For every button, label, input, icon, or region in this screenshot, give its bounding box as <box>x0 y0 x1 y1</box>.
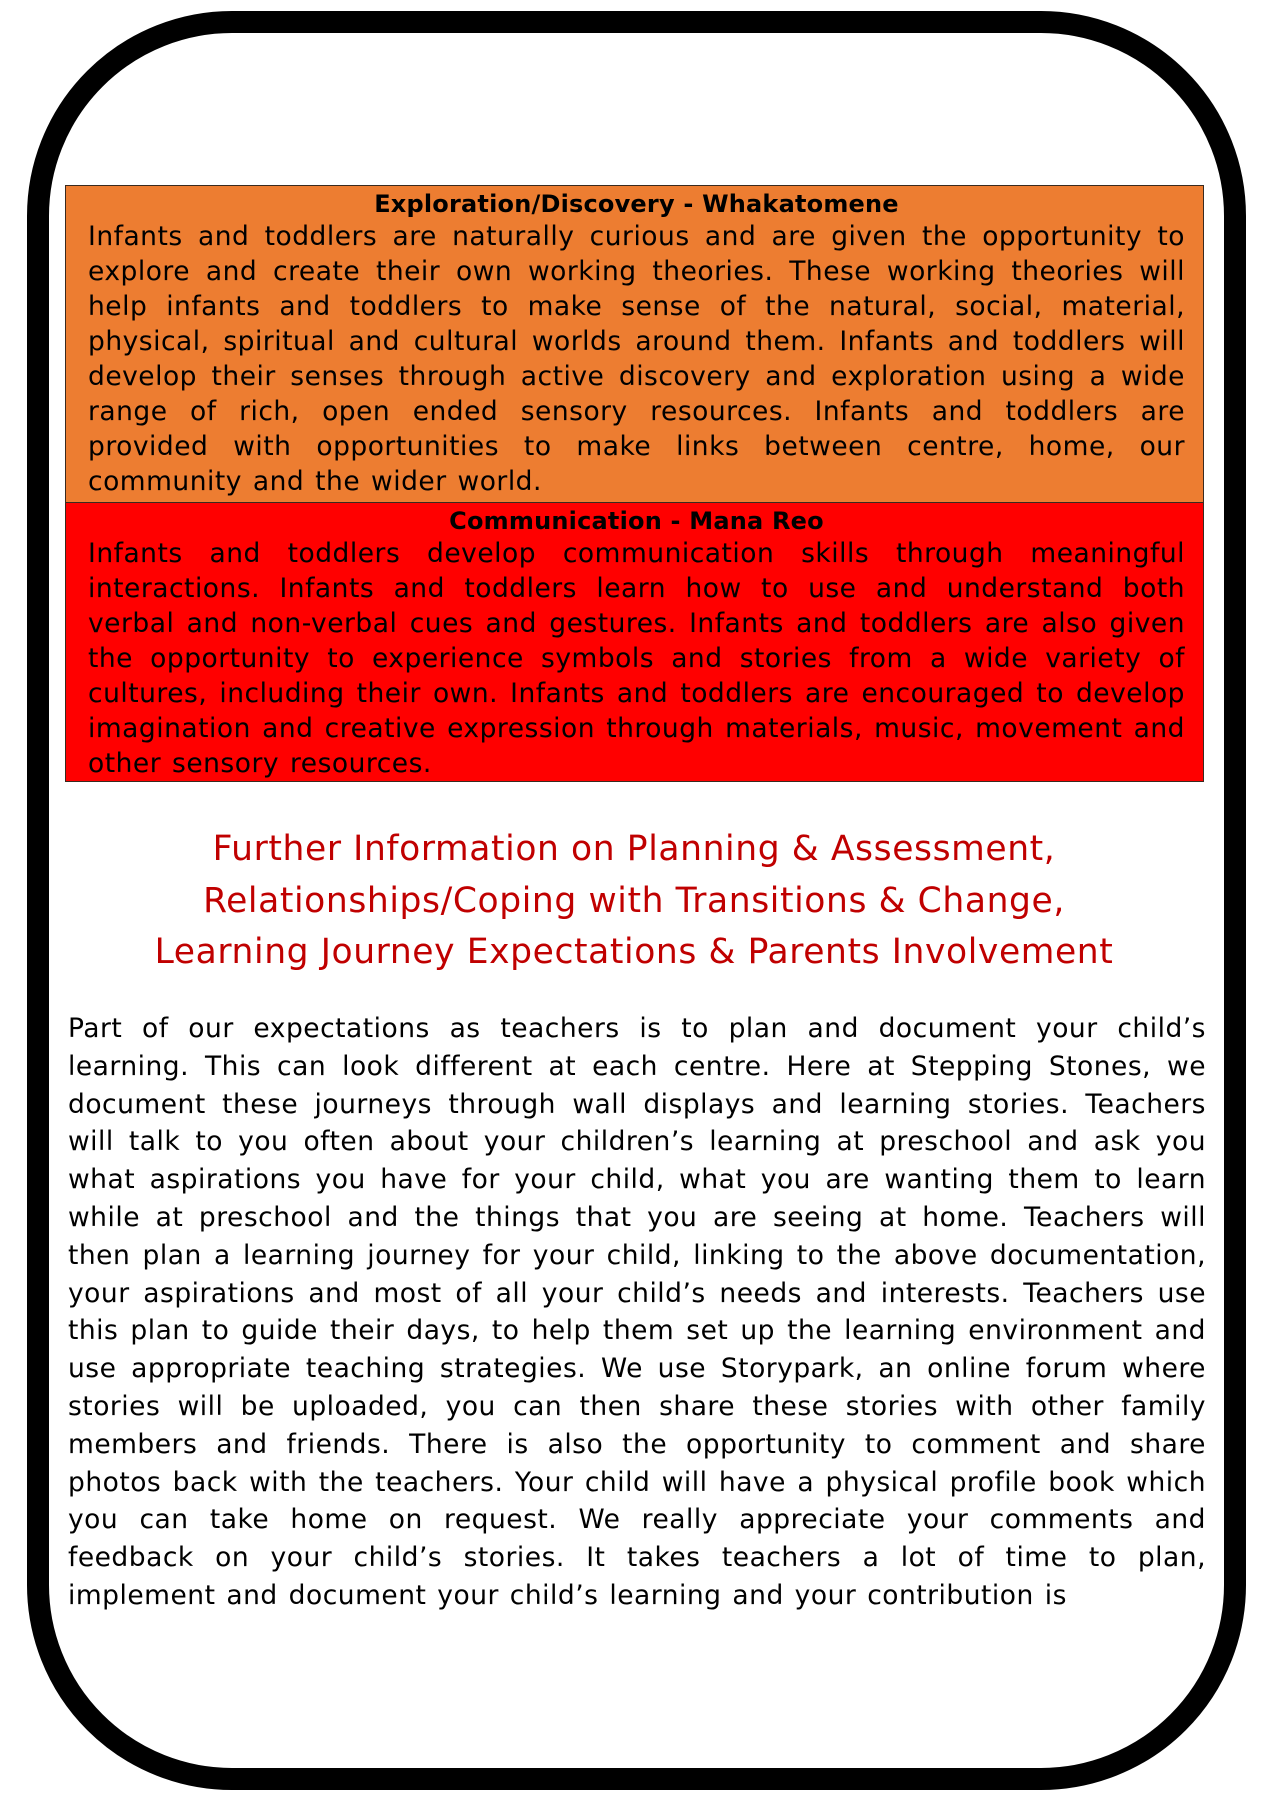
section-communication <box>66 503 1203 781</box>
heading-line: Relationships/Coping with Transitions & Change, <box>203 880 1065 921</box>
further-information-heading <box>60 824 1208 979</box>
heading-line: Further Information on Planning & Assessment, <box>212 829 1056 869</box>
section-title: Exploration/Discovery - Whakatomene <box>374 190 899 218</box>
section-body: Infants and toddlers are naturally curious and are given the opportunity to explore and create their own working theories. These working theories will help infants and toddlers to make sense of the natural, social, material, physical, spiritual and cultural worlds around them. Infants and toddlers will develop their senses through active discovery and exploration using a wide range of rich, open ended sensory resources. Infants and toddlers are provided with opportunities to make links between centre, home, our community and the wider world. <box>88 221 1185 497</box>
learning-areas-table <box>65 185 1204 782</box>
planning-assessment-paragraph: Part of our expectations as teachers is to plan and document your child’s learning. This can look different at each centre. Here at Stepping Stones, we document these journeys through wall displays and learning stories. Teachers will talk to you often about your children’s learning at preschool and ask you what aspirations you have for your child, what you are wanting them to learn while at preschool and the things that you are seeing at home. Teachers will then plan a learning journey for your child, linking to the above documentation, your aspirations and most of all your child’s needs and interests. Teachers use this plan to guide their days, to help them set up the learning environment and use appropriate teaching strategies. We use Storypark, an online forum where stories will be uploaded, you can then share these stories with other family members and friends. There is also the opportunity to comment and share photos back with the teachers. Your child will have a physical profile book which you can take home on request. We really appreciate your comments and feedback on your child’s stories. It takes teachers a lot of time to plan, implement and document your child’s learning and your contribution is <box>68 1013 1206 1611</box>
section-title: Communication - Mana Reo <box>449 507 824 535</box>
heading-line: Learning Journey Expectations & Parents Involvement <box>154 932 1114 972</box>
section-body: Infants and toddlers develop communication skills through meaningful interactions. Infants and toddlers learn how to use and understand both verbal and non-verbal cues and gestures. Infants and toddlers are also given the opportunity to experience symbols and stories from a wide variety of cultures, including their own. Infants and toddlers are encouraged to develop imagination and creative expression through materials, music, movement and other sensory resources. <box>88 538 1185 779</box>
section-exploration-discovery <box>66 186 1203 503</box>
